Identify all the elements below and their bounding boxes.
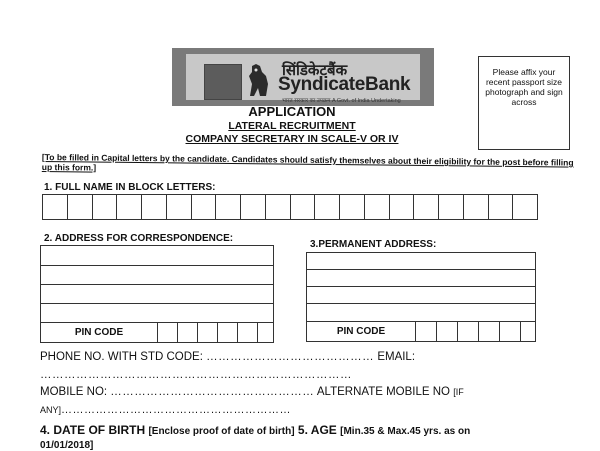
age-label: 5. AGE	[294, 423, 341, 437]
email-field[interactable]: ……………………………………………………………………	[40, 369, 352, 381]
name-letter-box[interactable]	[414, 194, 439, 220]
address-line[interactable]	[40, 265, 274, 284]
full-name-label: 1. FULL NAME IN BLOCK LETTERS:	[44, 182, 216, 193]
permanent-address-label: 3.PERMANENT ADDRESS:	[310, 239, 437, 250]
alternate-mobile-field[interactable]: ……………………………………………………	[61, 404, 292, 416]
age-date: 01/01/2018]	[40, 440, 94, 451]
address-line[interactable]	[40, 303, 274, 322]
dob-note: [Enclose proof of date of birth]	[148, 426, 295, 437]
mobile-row	[40, 386, 464, 398]
pin-digit-box[interactable]	[478, 322, 499, 341]
permanent-pin-code[interactable]	[306, 321, 536, 342]
alternate-mobile-suffix: [IF	[453, 387, 464, 397]
dob-label: 4. DATE OF BIRTH	[40, 423, 149, 437]
pin-digit-box[interactable]	[237, 323, 257, 342]
emblem-icon	[204, 64, 242, 100]
name-letter-box[interactable]	[489, 194, 514, 220]
phone-email-row	[40, 351, 415, 363]
address-line[interactable]	[306, 303, 536, 321]
pin-code-label: PIN CODE	[336, 326, 386, 337]
name-letter-box[interactable]	[42, 194, 68, 220]
pin-digit-box[interactable]	[157, 323, 177, 342]
pin-digit-box[interactable]	[177, 323, 197, 342]
pin-digit-box[interactable]	[436, 322, 457, 341]
dog-mascot-icon	[244, 62, 272, 98]
name-letter-box[interactable]	[365, 194, 390, 220]
name-letter-box[interactable]	[216, 194, 241, 220]
correspondence-address-label: 2. ADDRESS FOR CORRESPONDENCE:	[44, 233, 234, 244]
pin-digit-box[interactable]	[197, 323, 217, 342]
name-letter-box[interactable]	[464, 194, 489, 220]
instruction-text: [To be filled in Capital letters by the candidate. Candidates should satisfy themselves about their eligibility for the post before filling up this form.]	[41, 152, 574, 173]
address-line[interactable]	[306, 252, 536, 269]
name-letter-box[interactable]	[266, 194, 291, 220]
logo-tagline: भारत सरकार का उपक्रम A Govt. of India Undertaking	[282, 98, 401, 104]
name-letter-box[interactable]	[291, 194, 316, 220]
address-line[interactable]	[306, 286, 536, 303]
address-line[interactable]	[40, 245, 274, 265]
pin-digit-box[interactable]	[457, 322, 478, 341]
name-letter-box[interactable]	[340, 194, 365, 220]
address-line[interactable]	[306, 269, 536, 286]
full-name-boxes[interactable]	[42, 194, 538, 220]
name-letter-box[interactable]	[315, 194, 340, 220]
form-subtitle-post: COMPANY SECRETARY IN SCALE-V OR IV	[185, 133, 399, 145]
pin-digit-box[interactable]	[217, 323, 237, 342]
alternate-mobile-label: ALTERNATE MOBILE NO	[314, 386, 454, 398]
name-letter-box[interactable]	[390, 194, 415, 220]
name-letter-box[interactable]	[241, 194, 266, 220]
logo-name-text: SyndicateBank	[278, 74, 411, 95]
bank-logo	[172, 48, 434, 106]
name-letter-box[interactable]	[68, 194, 93, 220]
any-label: ANY]	[40, 405, 62, 415]
permanent-address-block[interactable]	[306, 252, 536, 342]
name-letter-box[interactable]	[439, 194, 464, 220]
pin-digit-box[interactable]	[257, 323, 273, 342]
phone-label: PHONE NO. WITH STD CODE:	[40, 351, 207, 363]
form-subtitle-recruitment: LATERAL RECRUITMENT	[228, 120, 356, 132]
mobile-field[interactable]: ……………………………………………	[110, 386, 315, 398]
email-label: EMAIL:	[374, 351, 416, 363]
photo-box-text: Please affix your recent passport size photograph and sign across	[485, 67, 563, 107]
mobile-label: MOBILE NO:	[40, 386, 111, 398]
any-row	[40, 404, 291, 416]
logo-background	[186, 54, 420, 104]
name-letter-box[interactable]	[93, 194, 118, 220]
age-note: [Min.35 & Max.45 yrs. as on	[340, 426, 471, 437]
correspondence-pin-code[interactable]	[40, 322, 274, 343]
pin-digit-box[interactable]	[415, 322, 436, 341]
address-line[interactable]	[40, 284, 274, 303]
correspondence-address-block[interactable]	[40, 245, 274, 343]
name-letter-box[interactable]	[513, 194, 538, 220]
pin-digit-box[interactable]	[520, 322, 535, 341]
form-title: APPLICATION	[248, 104, 336, 119]
logo-hindi-text: सिंडिकेटबैंक	[282, 61, 348, 79]
phone-field[interactable]: ……………………………………	[206, 351, 375, 363]
name-letter-box[interactable]	[167, 194, 192, 220]
name-letter-box[interactable]	[192, 194, 217, 220]
name-letter-box[interactable]	[117, 194, 142, 220]
pin-code-label: PIN CODE	[74, 327, 124, 338]
name-letter-box[interactable]	[142, 194, 167, 220]
pin-digit-box[interactable]	[499, 322, 520, 341]
dob-age-row	[40, 423, 470, 437]
